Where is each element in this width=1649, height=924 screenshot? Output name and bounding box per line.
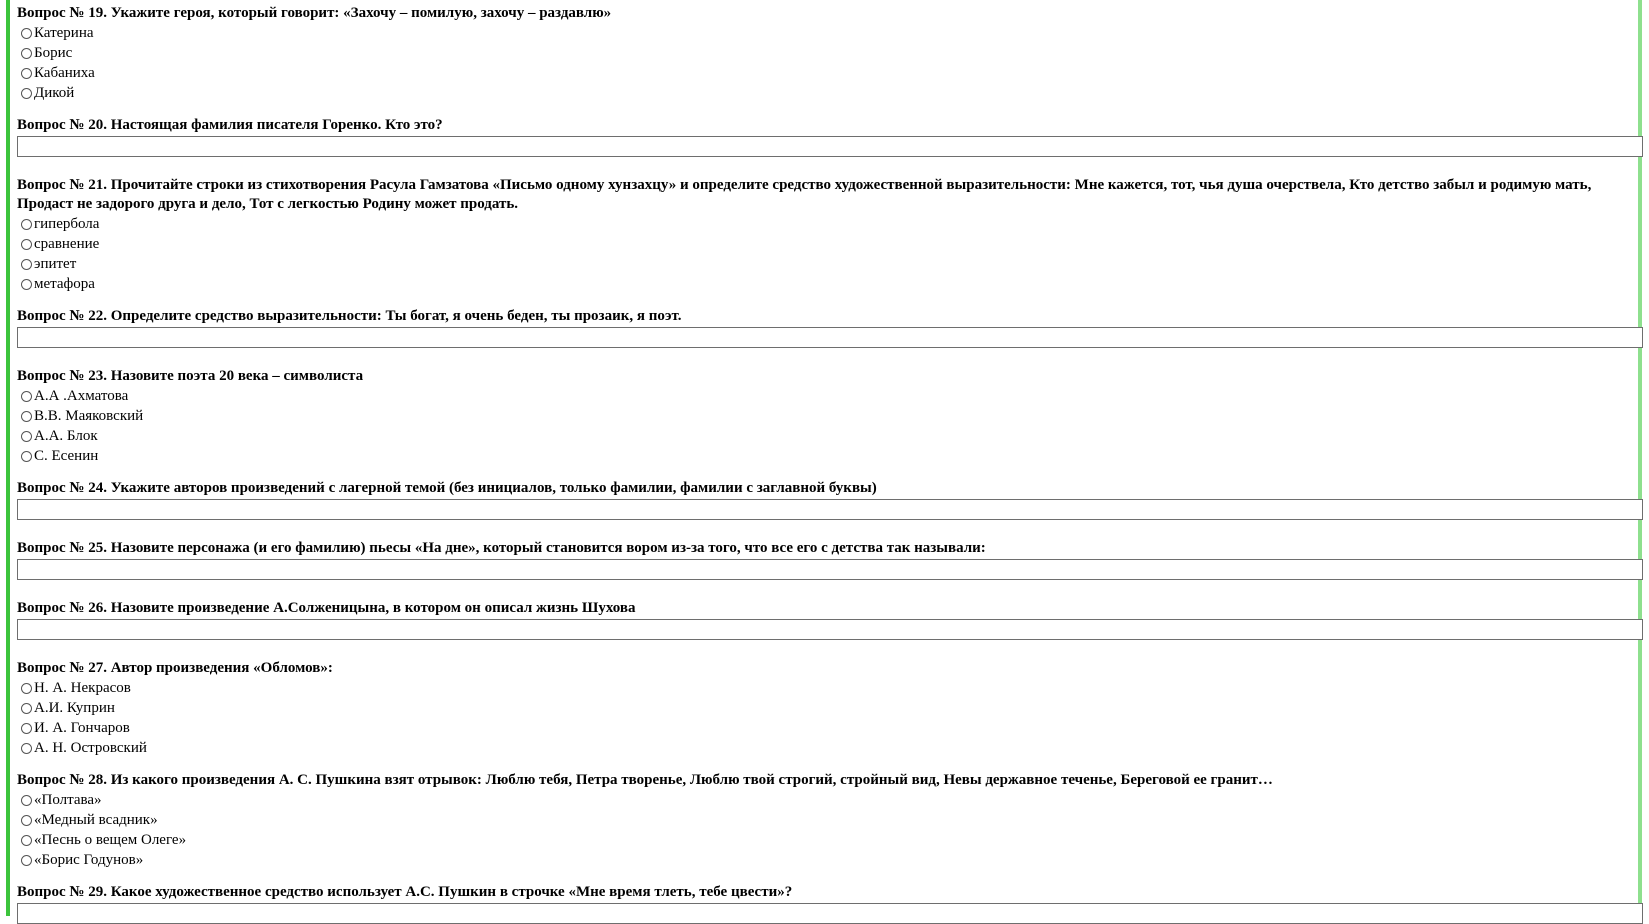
option-label: сравнение: [34, 236, 100, 252]
radio-option[interactable]: [17, 790, 1643, 810]
option-label: «Песнь о вещем Олеге»: [34, 832, 187, 848]
radio-option[interactable]: [17, 63, 1643, 83]
radio-option[interactable]: [17, 23, 1643, 43]
radio-button[interactable]: [21, 723, 32, 734]
question-title: Вопрос № 21. Прочитайте строки из стихотворения Расула Гамзатова «Письмо одному хунзахцу» и определите средство художественной выразительности: Мне кажется, тот, чья душа очерствела, Кто детство забыл и родимую мать, Продаст не задорого друга и дело, Тот с легкостью Родину может продать.: [17, 177, 1592, 212]
option-label: Борис: [34, 45, 73, 61]
option-label: метафора: [34, 276, 95, 292]
radio-button[interactable]: [21, 391, 32, 402]
question-27: [17, 659, 1643, 758]
radio-option[interactable]: [17, 446, 1643, 466]
question-29: [17, 883, 1643, 924]
question-21: [17, 176, 1643, 294]
option-label: «Борис Годунов»: [34, 852, 144, 868]
option-label: Кабаниха: [34, 65, 95, 81]
radio-option[interactable]: [17, 254, 1643, 274]
radio-option[interactable]: [17, 426, 1643, 446]
question-26: [17, 599, 1643, 640]
option-label: эпитет: [34, 256, 77, 272]
question-title: Вопрос № 20. Настоящая фамилия писателя Горенко. Кто это?: [17, 117, 443, 133]
radio-option[interactable]: [17, 830, 1643, 850]
answer-input[interactable]: [17, 619, 1643, 640]
radio-option[interactable]: [17, 718, 1643, 738]
radio-option[interactable]: [17, 406, 1643, 426]
option-label: Н. А. Некрасов: [34, 680, 131, 696]
question-title: Вопрос № 23. Назовите поэта 20 века – символиста: [17, 368, 364, 384]
radio-button[interactable]: [21, 795, 32, 806]
radio-option[interactable]: [17, 698, 1643, 718]
question-20: [17, 116, 1643, 157]
answer-input[interactable]: [17, 499, 1643, 520]
question-19: [17, 4, 1643, 103]
option-label: «Медный всадник»: [34, 812, 158, 828]
radio-option[interactable]: [17, 810, 1643, 830]
option-label: Дикой: [34, 85, 75, 101]
radio-button[interactable]: [21, 835, 32, 846]
question-22: [17, 307, 1643, 348]
question-title: Вопрос № 29. Какое художественное средство использует А.С. Пушкин в строчке «Мне время тлеть, тебе цвести»?: [17, 884, 793, 900]
question-title: Вопрос № 24. Укажите авторов произведений с лагерной темой (без инициалов, только фамилии, фамилии с заглавной буквы): [17, 480, 877, 496]
question-title: Вопрос № 28. Из какого произведения А. С. Пушкина взят отрывок: Люблю тебя, Петра творенье, Люблю твой строгий, стройный вид, Невы державное теченье, Береговой ее гранит…: [17, 772, 1273, 788]
radio-button[interactable]: [21, 219, 32, 230]
radio-button[interactable]: [21, 48, 32, 59]
option-label: И. А. Гончаров: [34, 720, 130, 736]
radio-option[interactable]: [17, 43, 1643, 63]
option-label: С. Есенин: [34, 448, 99, 464]
radio-button[interactable]: [21, 855, 32, 866]
radio-button[interactable]: [21, 431, 32, 442]
option-label: «Полтава»: [34, 792, 102, 808]
option-label: А. Н. Островский: [34, 740, 147, 756]
radio-button[interactable]: [21, 279, 32, 290]
radio-button[interactable]: [21, 703, 32, 714]
radio-option[interactable]: [17, 738, 1643, 758]
radio-button[interactable]: [21, 411, 32, 422]
radio-button[interactable]: [21, 68, 32, 79]
answer-input[interactable]: [17, 136, 1643, 157]
option-label: А.И. Куприн: [34, 700, 115, 716]
question-title: Вопрос № 19. Укажите героя, который говорит: «Захочу – помилую, захочу – раздавлю»: [17, 5, 612, 21]
question-title: Вопрос № 25. Назовите персонажа (и его фамилию) пьесы «На дне», который становится вором из-за того, что все его с детства так называли:: [17, 540, 986, 556]
option-label: А.А .Ахматова: [34, 388, 129, 404]
question-24: [17, 479, 1643, 520]
question-title: Вопрос № 26. Назовите произведение А.Солженицына, в котором он описал жизнь Шухова: [17, 600, 636, 616]
radio-option[interactable]: [17, 274, 1643, 294]
option-label: А.А. Блок: [34, 428, 98, 444]
answer-input[interactable]: [17, 903, 1643, 924]
question-25: [17, 539, 1643, 580]
radio-button[interactable]: [21, 239, 32, 250]
option-label: гипербола: [34, 216, 100, 232]
question-title: Вопрос № 22. Определите средство выразительности: Ты богат, я очень беден, ты прозаик, я поэт.: [17, 308, 682, 324]
radio-button[interactable]: [21, 743, 32, 754]
question-title: Вопрос № 27. Автор произведения «Обломов»:: [17, 660, 333, 676]
question-23: [17, 367, 1643, 466]
radio-option[interactable]: [17, 234, 1643, 254]
radio-option[interactable]: [17, 678, 1643, 698]
option-label: Катерина: [34, 25, 94, 41]
radio-button[interactable]: [21, 88, 32, 99]
radio-button[interactable]: [21, 815, 32, 826]
radio-button[interactable]: [21, 683, 32, 694]
question-28: [17, 771, 1643, 870]
radio-option[interactable]: [17, 386, 1643, 406]
radio-option[interactable]: [17, 850, 1643, 870]
radio-option[interactable]: [17, 214, 1643, 234]
radio-button[interactable]: [21, 28, 32, 39]
quiz-form: [17, 4, 1643, 924]
radio-option[interactable]: [17, 83, 1643, 103]
option-label: В.В. Маяковский: [34, 408, 144, 424]
radio-button[interactable]: [21, 259, 32, 270]
answer-input[interactable]: [17, 559, 1643, 580]
radio-button[interactable]: [21, 451, 32, 462]
answer-input[interactable]: [17, 327, 1643, 348]
